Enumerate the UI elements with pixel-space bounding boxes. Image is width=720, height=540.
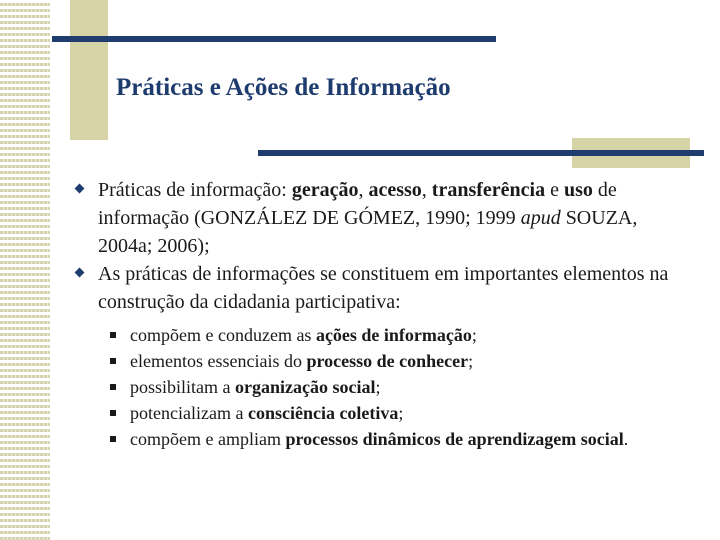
diamond-bullet-icon — [75, 268, 85, 278]
sub-bullet-item — [76, 400, 686, 426]
sub-bullet-list — [76, 322, 686, 452]
text-run: ; — [375, 377, 381, 397]
text-run: de informação (GONZÁLEZ DE GÓMEZ, 1990; 1999 — [98, 179, 617, 229]
slide-content — [76, 176, 686, 452]
decorative-line-bottom — [258, 150, 704, 156]
text-run: ; — [398, 403, 404, 423]
square-bullet-icon — [110, 436, 116, 442]
text-run: . — [623, 429, 629, 449]
italic-text: apud — [520, 207, 561, 229]
bold-text: consciência coletiva — [247, 403, 399, 423]
decorative-stripes — [0, 0, 50, 540]
text-run: compõem e conduzem as — [130, 325, 316, 345]
text-run: possibilitam a — [130, 377, 235, 397]
diamond-bullet-icon — [75, 184, 85, 194]
sub-bullet-item — [76, 322, 686, 348]
square-bullet-icon — [110, 384, 116, 390]
text-run: elementos essenciais do — [130, 351, 307, 371]
bullet-item — [76, 260, 686, 316]
sub-bullet-item — [76, 426, 686, 452]
bold-text: organização social — [235, 377, 376, 397]
bold-text: ações de informação — [315, 325, 472, 345]
text-run: , — [421, 179, 432, 201]
bold-text: geração — [291, 179, 359, 201]
sub-bullet-item — [76, 374, 686, 400]
bold-text: processo de conhecer — [306, 351, 469, 371]
square-bullet-icon — [110, 358, 116, 364]
bold-text: processos dinâmicos de aprendizagem social — [285, 429, 624, 449]
bullet-list — [76, 176, 686, 316]
bold-text: transferência — [431, 179, 546, 201]
sub-bullet-item — [76, 348, 686, 374]
text-run: As práticas de informações se constituem em importantes elementos na construção da cidadania participativa: — [98, 263, 669, 313]
text-run: , — [358, 179, 369, 201]
bold-text: acesso — [368, 179, 422, 201]
bullet-item — [76, 176, 686, 260]
text-run: SOUZA, 2004a; 2006); — [98, 207, 638, 257]
text-run: Práticas de informação: — [98, 179, 292, 201]
bold-text: uso — [563, 179, 593, 201]
text-run: ; — [468, 351, 474, 371]
decorative-line-top — [52, 36, 496, 42]
decorative-block-top — [70, 0, 108, 140]
square-bullet-icon — [110, 410, 116, 416]
slide-title: Práticas e Ações de Informação — [116, 74, 451, 101]
square-bullet-icon — [110, 332, 116, 338]
text-run: compõem e ampliam — [130, 429, 286, 449]
text-run: potencializam a — [130, 403, 248, 423]
text-run: e — [545, 179, 564, 201]
text-run: ; — [471, 325, 477, 345]
